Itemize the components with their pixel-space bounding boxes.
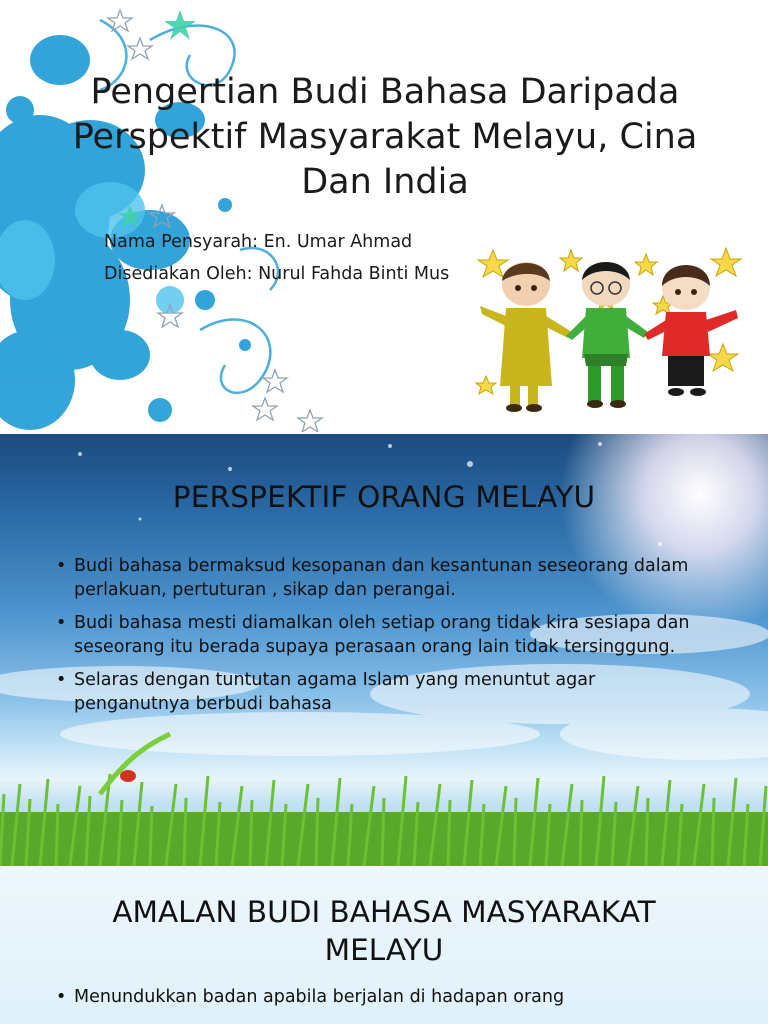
- list-item: • Menundukkan badan apabila berjalan di hadapan orang: [56, 985, 736, 1009]
- title-line: Pengertian Budi Bahasa Daripada: [90, 72, 680, 112]
- bullet-list: [56, 554, 716, 725]
- amalan-slide: [0, 867, 768, 1024]
- heading-line: AMALAN BUDI BAHASA MASYARAKAT: [112, 895, 656, 929]
- heading-line: MELAYU: [324, 933, 444, 967]
- ladybug-icon: [120, 770, 136, 782]
- list-item: • Selaras dengan tuntutan agama Islam yang menuntut agar penganutnya berbudi bahasa: [56, 668, 716, 716]
- title-line: Dan India: [301, 162, 469, 202]
- slide-heading: [0, 893, 768, 969]
- list-item: • Budi bahasa bermaksud kesopanan dan kesantunan seseorang dalam perlakuan, pertuturan , sikap dan perangai.: [56, 554, 716, 602]
- perspektif-slide: [0, 434, 768, 866]
- title-slide: [0, 0, 768, 432]
- lecturer-name: Nama Pensyarah: En. Umar Ahmad: [104, 232, 413, 252]
- list-item: • Budi bahasa mesti diamalkan oleh setiap orang tidak kira sesiapa dan seseorang itu berada supaya perasaan orang lain tidak tersinggung.: [56, 611, 716, 659]
- slide-heading: PERSPEKTIF ORANG MELAYU: [172, 480, 596, 514]
- prepared-by: Disediakan Oleh: Nurul Fahda Binti Mus: [104, 264, 450, 284]
- subtitle-area: [0, 0, 476, 432]
- three-children-illustration: [468, 236, 758, 426]
- title-line: Perspektif Masyarakat Melayu, Cina: [72, 117, 698, 157]
- bullet-list: [56, 985, 736, 1018]
